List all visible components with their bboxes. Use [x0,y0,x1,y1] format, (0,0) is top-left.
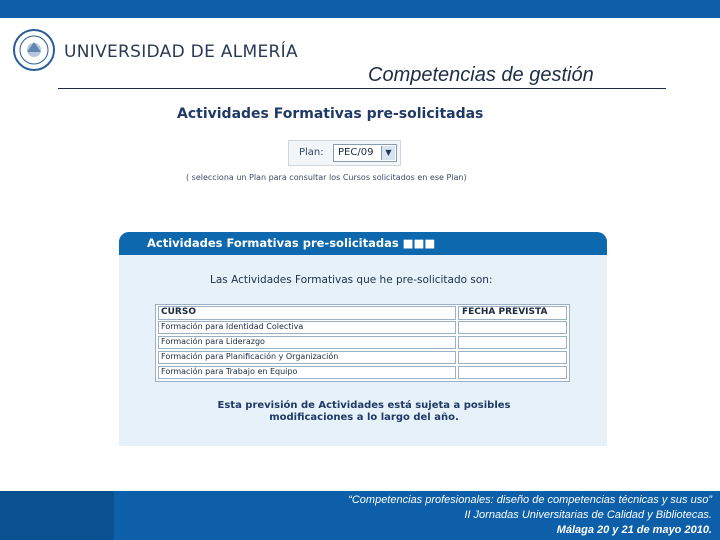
plan-select[interactable] [333,144,397,162]
table-row-course: Formación para Liderazgo [158,336,456,349]
title-divider [58,88,666,89]
footer-line2: II Jornadas Universitarias de Calidad y Bibliotecas. [464,509,712,521]
footer-banner [0,491,720,540]
column-header-course: CURSO [158,306,456,320]
column-header-date: FECHA PREVISTA [458,306,567,320]
page-heading: Actividades Formativas pre-solicitadas [177,106,484,122]
panel-header [119,232,607,255]
table-row-date [458,336,567,349]
plan-selector-box [288,140,401,166]
table-row-course: Formación para Planificación y Organización [158,351,456,364]
table-row-date [458,321,567,334]
university-name: UNIVERSIDAD DE ALMERÍA [64,42,298,62]
table-row-course: Formación para Trabajo en Equipo [158,366,456,379]
panel-note-line1: Esta previsión de Actividades está sujeta a posibles [217,400,511,411]
footer-text [348,493,712,538]
table-row-date [458,351,567,364]
table-row-date [458,366,567,379]
university-seal-logo [12,28,56,72]
panel-intro: Las Actividades Formativas que he pre-solicitado son: [210,274,493,286]
footer-line1: “Competencias profesionales: diseño de competencias técnicas y sus uso” [348,494,712,506]
panel-title: Actividades Formativas pre-solicitadas ■■■ [147,236,436,250]
courses-table [155,304,570,382]
table-row-course: Formación para Identidad Colectiva [158,321,456,334]
panel-note-line2: modificaciones a lo largo del año. [269,412,459,423]
footer-line3: Málaga 20 y 21 de mayo 2010. [556,524,712,536]
footer-accent-block [0,491,114,540]
plan-label: Plan: [299,147,324,158]
top-banner [0,0,720,18]
plan-hint: ( selecciona un Plan para consultar los Cursos solicitados en ese Plan) [186,173,467,182]
chevron-down-icon[interactable]: ▼ [381,146,395,160]
panel-note [179,400,549,424]
slide-title: Competencias de gestión [368,64,594,86]
requested-activities-panel [119,232,607,446]
plan-select-value: PEC/09 [338,147,374,158]
